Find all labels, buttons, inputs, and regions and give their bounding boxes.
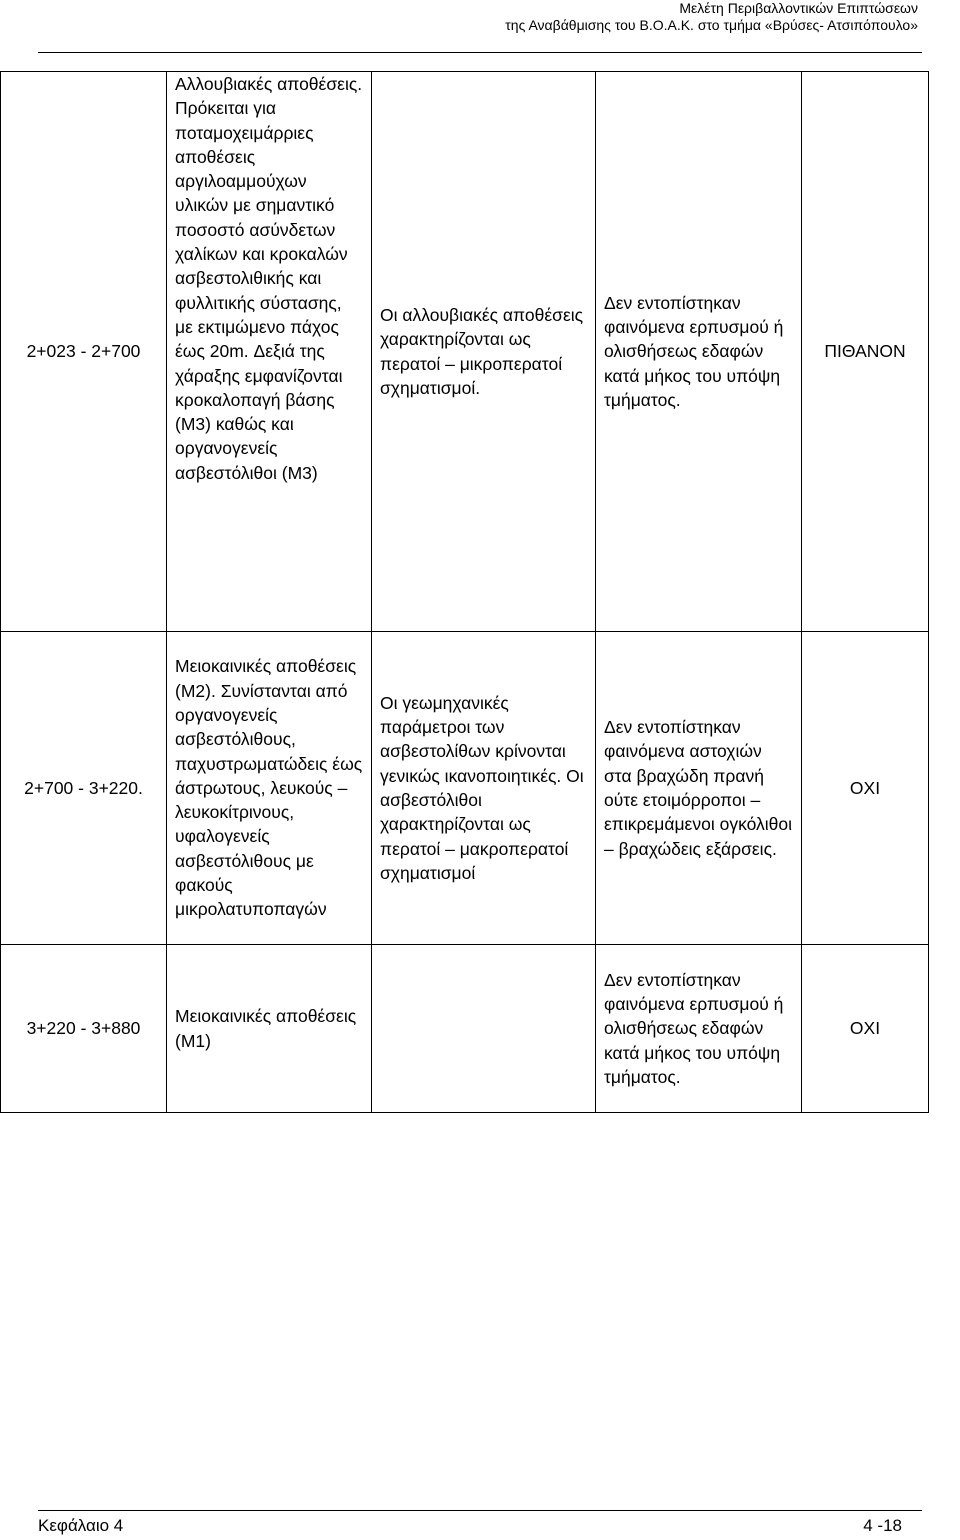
geotechnical-cell: Οι αλλουβιακές αποθέσεις χαρακτηρίζονται ως περατοί – μικροπερατοί σχηματισμοί. bbox=[372, 72, 596, 632]
phenomena-cell: Δεν εντοπίστηκαν φαινόμενα ερπυσμού ή ολισθήσεως εδαφών κατά μήκος του υπόψη τμήματος. bbox=[596, 72, 802, 632]
geotechnical-cell bbox=[372, 945, 596, 1113]
table-row bbox=[1, 632, 929, 945]
phenomena-cell: Δεν εντοπίστηκαν φαινόμενα ερπυσμού ή ολισθήσεως εδαφών κατά μήκος του υπόψη τμήματος. bbox=[596, 945, 802, 1113]
chainage-cell: 2+700 - 3+220. bbox=[1, 632, 167, 945]
evaluation-cell: ΟΧΙ bbox=[802, 945, 929, 1113]
chainage-cell: 2+023 - 2+700 bbox=[1, 72, 167, 632]
footer-chapter: Κεφάλαιο 4 bbox=[38, 1516, 124, 1535]
geology-cell: Μειοκαινικές αποθέσεις (Μ2). Συνίστανται από οργανογενείς ασβεστόλιθους, παχυστρωματώδεις έως άστρωτους, λευκούς – λευκοκίτρινους, υφαλογενείς ασβεστόλιθους με φακούς μικρολατυποπαγών bbox=[167, 632, 372, 945]
table-row bbox=[1, 945, 929, 1113]
chainage-cell: 3+220 - 3+880 bbox=[1, 945, 167, 1113]
header-study-title: Μελέτη Περιβαλλοντικών Επιπτώσεων bbox=[679, 0, 918, 16]
footer-page-number: 4 -18 bbox=[863, 1516, 902, 1535]
geology-cell: Μειοκαινικές αποθέσεις (Μ1) bbox=[167, 945, 372, 1113]
evaluation-cell: ΟΧΙ bbox=[802, 632, 929, 945]
geology-cell: Αλλουβιακές αποθέσεις. Πρόκειται για ποταμοχειμάρριες αποθέσεις αργιλοαμμούχων υλικών με σημαντικό ποσοστό ασύνδετων χαλίκων και κροκαλών ασβεστολιθικής και φυλλιτικής σύστασης, με εκτιμώμενο πάχος έως 20m. Δεξιά της χάραξης εμφανίζονται κροκαλοπαγή βάσης (Μ3) καθώς και οργανογενείς ασβεστόλιθοι (Μ3) bbox=[167, 72, 372, 632]
geology-table bbox=[0, 71, 929, 1113]
evaluation-cell: ΠΙΘΑΝΟΝ bbox=[802, 72, 929, 632]
header-project-title: της Αναβάθμισης του Β.Ο.Α.Κ. στο τμήμα «Βρύσες- Ατσιπόπουλο» bbox=[505, 17, 918, 33]
footer-divider bbox=[38, 1510, 922, 1511]
geotechnical-cell: Οι γεωμηχανικές παράμετροι των ασβεστολίθων κρίνονται γενικώς ικανοποιητικές. Οι ασβεστόλιθοι χαρακτηρίζονται ως περατοί – μακροπερατοί σχηματισμοί bbox=[372, 632, 596, 945]
table-row bbox=[1, 72, 929, 632]
header-divider bbox=[38, 52, 922, 53]
phenomena-cell: Δεν εντοπίστηκαν φαινόμενα αστοχιών στα βραχώδη πρανή ούτε ετοιμόρροποι – επικρεμάμενοι ογκόλιθοι – βραχώδεις εξάρσεις. bbox=[596, 632, 802, 945]
page-header bbox=[505, 0, 918, 34]
